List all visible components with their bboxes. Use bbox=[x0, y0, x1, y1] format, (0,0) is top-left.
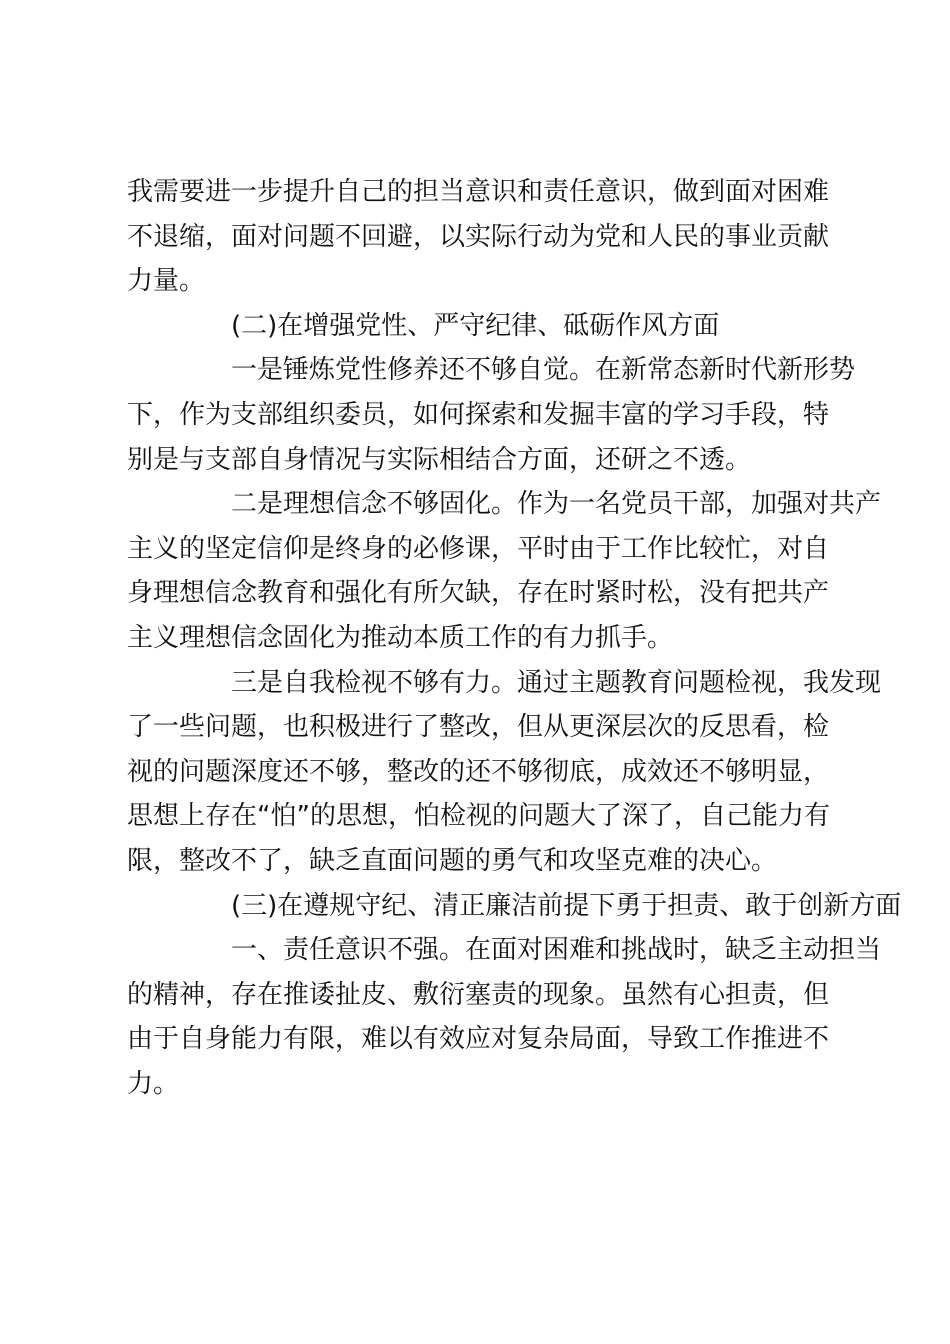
text-line: (三)在遵规守纪、清正廉洁前提下勇于担责、敢于创新方面 bbox=[231, 890, 902, 921]
text-line: 我需要进一步提升自己的担当意识和责任意识，做到面对困难 bbox=[127, 177, 830, 207]
text-line: 了一些问题，也积极进行了整改，但从更深层次的反思看，检 bbox=[127, 712, 830, 743]
text-line: 限，整改不了，缺乏直面问题的勇气和攻坚克难的决心。 bbox=[127, 845, 778, 876]
text-line: 视的问题深度还不够，整改的还不够彻底，成效还不够明显， bbox=[127, 756, 830, 787]
text-line: 别是与支部自身情况与实际相结合方面，还研之不透。 bbox=[127, 444, 752, 475]
text-line: 一是锤炼党性修养还不够自觉。在新常态新时代新形势 bbox=[231, 355, 856, 386]
text-line: 身理想信念教育和强化有所欠缺，存在时紧时松，没有把共产 bbox=[127, 578, 830, 609]
text-line: 主义的坚定信仰是终身的必修课，平时由于工作比较忙，对自 bbox=[127, 533, 830, 564]
body-paragraph bbox=[127, 482, 882, 660]
text-line: 由于自身能力有限，难以有效应对复杂局面，导致工作推进不 bbox=[127, 1024, 830, 1055]
section-heading bbox=[127, 304, 819, 349]
body-paragraph bbox=[127, 928, 882, 1106]
section-heading bbox=[127, 884, 902, 929]
document-body bbox=[127, 170, 902, 1106]
text-line: 二是理想信念不够固化。作为一名党员干部，加强对共产 bbox=[231, 489, 882, 520]
body-paragraph bbox=[127, 348, 856, 482]
text-line: (二)在增强党性、严守纪律、砥砺作风方面 bbox=[231, 310, 720, 341]
text-line: 三是自我检视不够有力。通过主题教育问题检视，我发现 bbox=[231, 667, 882, 698]
text-line: 思想上存在“怕”的思想，怕检视的问题大了深了，自己能力有 bbox=[127, 801, 830, 832]
body-paragraph bbox=[127, 170, 830, 304]
text-line: 下，作为支部组织委员，如何探索和发掘丰富的学习手段，特 bbox=[127, 399, 830, 430]
text-line: 的精神，存在推诿扯皮、敷衍塞责的现象。虽然有心担责，但 bbox=[127, 979, 830, 1010]
body-paragraph bbox=[127, 661, 882, 884]
text-line: 力量。 bbox=[127, 266, 206, 297]
text-line: 一、责任意识不强。在面对困难和挑战时，缺乏主动担当 bbox=[231, 935, 882, 966]
text-line: 不退缩，面对问题不回避，以实际行动为党和人民的事业贡献 bbox=[127, 221, 830, 252]
text-line: 力。 bbox=[127, 1068, 180, 1099]
text-line: 主义理想信念固化为推动本质工作的有力抓手。 bbox=[127, 622, 674, 653]
